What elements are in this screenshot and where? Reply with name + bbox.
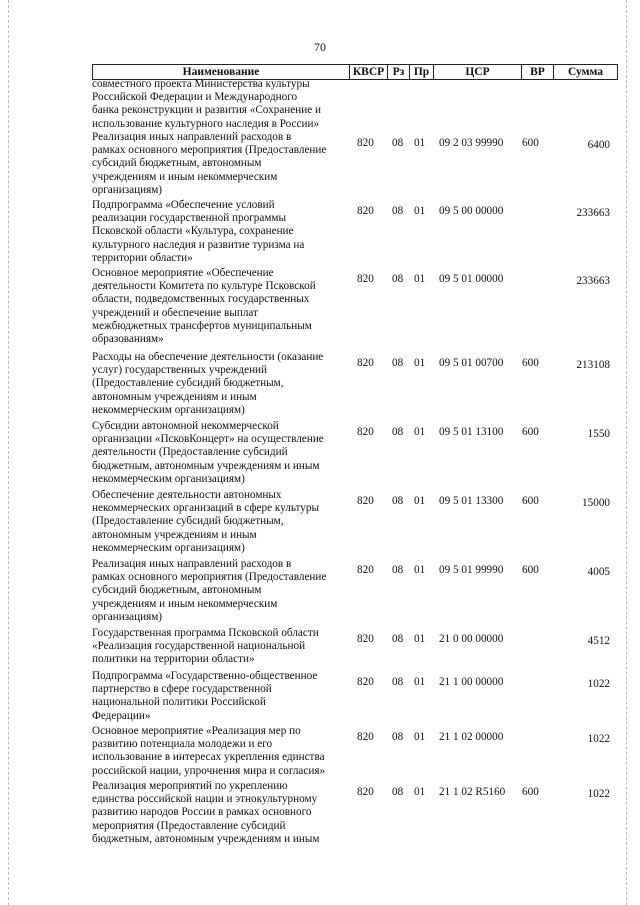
row-rz: 08: [392, 495, 404, 507]
row-kvsr: 820: [357, 495, 374, 507]
row-sum: 1022: [587, 733, 610, 745]
header-rz: Рз: [387, 65, 409, 79]
header-pr: Пр: [409, 65, 433, 79]
row-kvsr: 820: [357, 357, 374, 369]
row-vr: 600: [522, 357, 539, 369]
row-rz: 08: [392, 273, 404, 285]
row-kvsr: 820: [357, 426, 374, 438]
row-vr: 600: [522, 786, 539, 798]
row-rz: 08: [392, 426, 404, 438]
row-csr: 09 5 01 13100: [439, 426, 504, 438]
header-sum: Сумма: [553, 65, 617, 79]
row-name: Реализация иных направлений расходов в рамках основного мероприятия (Предоставление субсидий бюджетным, автономным учреждениям и иным некоммерческим организациям): [92, 558, 327, 623]
row-sum: 4005: [587, 566, 610, 578]
row-kvsr: 820: [357, 633, 374, 645]
row-pr: 01: [414, 676, 426, 688]
page-number: 70: [314, 40, 326, 54]
row-name: Обеспечение деятельности автономных некоммерческих организаций в сфере культуры (Предоставление субсидий бюджетным, автономным учреждениям и иным некоммерческим организациям): [92, 489, 319, 554]
row-name: Основное мероприятие «Реализация мер по развитию потенциала молодежи и его использование в интересах укрепления единства российской нации, упрочнения мира и согласия»: [92, 725, 326, 777]
row-pr: 01: [414, 137, 426, 149]
row-sum: 1022: [587, 788, 610, 800]
row-csr: 09 5 01 00700: [439, 357, 504, 369]
row-name: Подпрограмма «Государственно-общественное партнерство в сфере государственной национальной политики Российской Федерации»: [92, 670, 318, 722]
row-name: совместного проекта Министерства культуры Российской Федерации и Международного банка реконструкции и развития «Сохранение и использование культурного наследия в России»: [92, 78, 321, 130]
row-kvsr: 820: [357, 273, 374, 285]
row-name: Реализация мероприятий по укреплению единства российской нации и этнокультурному развитию народов России в рамках основного мероприятия (Предоставление субсидий бюджетным, автономным учреждениям и иным: [92, 780, 320, 845]
row-pr: 01: [414, 564, 426, 576]
header-vr: ВР: [521, 65, 553, 79]
row-sum: 1550: [587, 428, 610, 440]
row-name: Основное мероприятие «Обеспечение деятельности Комитета по культуре Псковской области, подведомственных государственных учреждений и обеспечение выплат межбюджетных трансфертов муниципальным образованиям»: [92, 267, 316, 346]
row-sum: 233663: [576, 275, 610, 287]
row-pr: 01: [414, 731, 426, 743]
row-rz: 08: [392, 137, 404, 149]
row-pr: 01: [414, 205, 426, 217]
row-sum: 15000: [582, 497, 610, 509]
row-csr: 09 5 01 00000: [439, 273, 504, 285]
row-kvsr: 820: [357, 786, 374, 798]
row-name: Государственная программа Псковской области «Реализация государственной национальной политики на территории области»: [92, 627, 319, 666]
row-vr: 600: [522, 564, 539, 576]
row-csr: 09 2 03 99990: [439, 137, 504, 149]
row-sum: 4512: [587, 635, 610, 647]
row-rz: 08: [392, 205, 404, 217]
row-sum: 233663: [576, 207, 610, 219]
row-name: Реализация иных направлений расходов в рамках основного мероприятия (Предоставление субсидий бюджетным, автономным учреждениям и иным некоммерческим организациям): [92, 131, 327, 196]
row-pr: 01: [414, 633, 426, 645]
row-kvsr: 820: [357, 676, 374, 688]
row-csr: 09 5 01 99990: [439, 564, 504, 576]
row-kvsr: 820: [357, 564, 374, 576]
header-kvsr: КВСР: [349, 65, 387, 79]
row-csr: 21 1 02 00000: [439, 731, 504, 743]
row-csr: 09 5 00 00000: [439, 205, 504, 217]
row-rz: 08: [392, 786, 404, 798]
scan-edge-left: [8, 0, 10, 905]
row-name: Расходы на обеспечение деятельности (оказание услуг) государственных учреждений (Предоставление субсидий бюджетным, автономным учреждениям и иным некоммерческим организациям): [92, 351, 324, 416]
row-pr: 01: [414, 495, 426, 507]
row-pr: 01: [414, 786, 426, 798]
header-name: Наименование: [182, 66, 260, 78]
row-pr: 01: [414, 426, 426, 438]
row-name: Субсидии автономной некоммерческой организации «ПсковКонцерт» на осуществление деятельности (Предоставление субсидий бюджетным, автономным учреждениям и иным некоммерческим организациям): [92, 420, 324, 485]
row-kvsr: 820: [357, 731, 374, 743]
row-csr: 09 5 01 13300: [439, 495, 504, 507]
row-rz: 08: [392, 564, 404, 576]
scan-edge-right: [626, 0, 628, 905]
row-csr: 21 1 00 00000: [439, 676, 504, 688]
row-sum: 6400: [587, 139, 610, 151]
row-sum: 213108: [576, 359, 610, 371]
row-pr: 01: [414, 357, 426, 369]
row-rz: 08: [392, 633, 404, 645]
row-pr: 01: [414, 273, 426, 285]
row-name: Подпрограмма «Обеспечение условий реализации государственной программы Псковской области «Культура, сохранение культурного наследия и развитие туризма на территории области»: [92, 199, 305, 264]
row-kvsr: 820: [357, 137, 374, 149]
row-kvsr: 820: [357, 205, 374, 217]
row-vr: 600: [522, 137, 539, 149]
row-vr: 600: [522, 495, 539, 507]
row-rz: 08: [392, 676, 404, 688]
header-csr: ЦСР: [433, 65, 521, 79]
row-rz: 08: [392, 357, 404, 369]
row-csr: 21 1 02 R5160: [439, 786, 506, 798]
row-rz: 08: [392, 731, 404, 743]
row-sum: 1022: [587, 678, 610, 690]
row-vr: 600: [522, 426, 539, 438]
row-csr: 21 0 00 00000: [439, 633, 504, 645]
